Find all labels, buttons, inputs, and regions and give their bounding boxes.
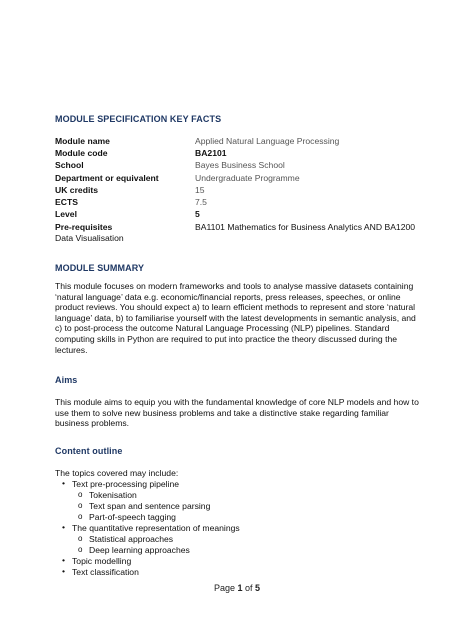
key-fact-value: BA2101	[195, 148, 227, 158]
key-fact-label: UK credits	[55, 185, 98, 195]
circle-bullet-icon: o	[78, 490, 83, 499]
key-fact-value: 7.5	[195, 197, 207, 207]
page-current: 1	[237, 583, 243, 593]
bullet-icon: •	[62, 478, 66, 488]
prerequisites-continued: Data Visualisation	[55, 233, 124, 243]
key-fact-value: 15	[195, 185, 205, 195]
content-outline-intro: The topics covered may include:	[55, 468, 179, 478]
outline-item: Statistical approaches	[89, 534, 174, 544]
page-prefix: Page	[213, 583, 238, 593]
key-fact-row-level	[55, 209, 455, 221]
key-fact-label: Module code	[55, 148, 108, 158]
circle-bullet-icon: o	[78, 501, 83, 510]
key-fact-value: Applied Natural Language Processing	[195, 136, 340, 146]
key-fact-label: Module name	[55, 136, 110, 146]
key-fact-row-module-name	[55, 136, 455, 148]
aims-heading: Aims	[55, 375, 78, 385]
key-fact-row-uk-credits	[55, 185, 455, 197]
key-fact-value: Undergraduate Programme	[195, 173, 300, 183]
page-total: 5	[255, 583, 261, 593]
key-fact-label: Level	[55, 209, 77, 219]
key-facts-heading: MODULE SPECIFICATION KEY FACTS	[55, 114, 222, 124]
module-summary-heading: MODULE SUMMARY	[55, 263, 145, 273]
key-fact-label: ECTS	[55, 197, 78, 207]
outline-item: The quantitative representation of meanings	[72, 523, 240, 533]
key-fact-row-department	[55, 173, 455, 185]
page-number-footer	[0, 583, 474, 593]
bullet-icon: •	[62, 555, 66, 565]
outline-item: Part-of-speech tagging	[89, 512, 176, 522]
outline-item: Text classification	[72, 567, 139, 577]
key-fact-row-module-code	[55, 148, 455, 160]
circle-bullet-icon: o	[78, 534, 83, 543]
module-summary-text: This module focuses on modern frameworks and tools to analyse massive datasets containing ‘natural language’ data e.g. economic/financial reports, press releases, speeches, or online product reviews. You should expect a) to learn efficient methods to represent and store ‘natural language’ data, b) to familiarise yourself with the latest developments in semantic analysis, and c) to post-process the outcome Natural Language Processing (NLP) pipelines. Standard computing skills in Python are required to put into practice the theory discussed during the lectures.	[55, 281, 416, 355]
aims-text: This module aims to equip you with the fundamental knowledge of core NLP models and how to use them to solve new business problems and take a distinctive stake regarding familiar business problems.	[55, 397, 419, 429]
page-of: of	[242, 583, 256, 593]
key-fact-label: Department or equivalent	[55, 173, 159, 183]
key-fact-label: Pre-requisites	[55, 222, 113, 232]
key-fact-value: 5	[195, 209, 200, 219]
key-fact-value: Bayes Business School	[195, 160, 285, 170]
bullet-icon: •	[62, 566, 66, 576]
outline-item: Topic modelling	[72, 556, 132, 566]
content-outline-heading: Content outline	[55, 446, 123, 456]
bullet-icon: •	[62, 522, 66, 532]
key-fact-value: BA1101 Mathematics for Business Analytics AND BA1200	[195, 222, 416, 232]
outline-item: Text pre-processing pipeline	[72, 479, 180, 489]
key-fact-row-ects	[55, 197, 455, 209]
circle-bullet-icon: o	[78, 512, 83, 521]
key-fact-label: School	[55, 160, 84, 170]
outline-item: Tokenisation	[89, 490, 137, 500]
key-fact-row-school	[55, 160, 455, 172]
outline-item: Deep learning approaches	[89, 545, 190, 555]
outline-item: Text span and sentence parsing	[89, 501, 211, 511]
circle-bullet-icon: o	[78, 545, 83, 554]
